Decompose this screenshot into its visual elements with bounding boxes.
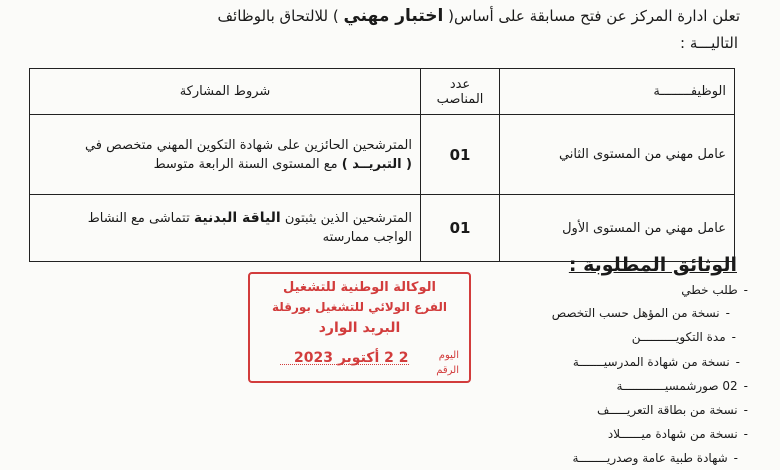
header-job: الوظيفــــــــة — [500, 69, 735, 115]
cell-conditions — [30, 195, 421, 262]
conditions-text-b: تتماشى مع النشاط — [87, 211, 190, 226]
conditions-line-1: المترشحين الحائزين على شهادة التكوين المهني متخصص في — [84, 137, 412, 153]
list-item: -نسخة من شهادة ميــــــلاد — [607, 427, 748, 441]
intro-text-before: تعلن ادارة المركز عن فتح مسابقة على أساس( — [448, 7, 740, 25]
stamp-date: 2 2 أكتوبر 2023 — [294, 350, 409, 366]
conditions-line-1 — [38, 209, 412, 228]
cell-job: عامل مهني من المستوى الأول — [500, 195, 735, 262]
stamp-day-label: اليوم — [438, 350, 459, 361]
conditions-line-2 — [38, 155, 412, 174]
conditions-line-2: الواجب ممارسته — [322, 230, 412, 245]
list-item: -02 صورشمسيــــــــــــة — [616, 379, 748, 393]
header-count: عدد المناصب — [421, 69, 500, 115]
list-item: -نسخة من المؤهل حسب التخصص — [551, 306, 730, 320]
intro-line-2: التاليـــة : — [680, 34, 738, 52]
cell-job: عامل مهني من المستوى الثاني — [500, 115, 735, 195]
doc-text: نسخة من المؤهل حسب التخصص — [551, 306, 720, 320]
jobs-table — [29, 68, 735, 262]
list-item: -شهادة طبية عامة وصدريــــــــة — [572, 451, 738, 465]
doc-text: مدة التكويــــــــــن — [631, 330, 726, 344]
doc-text: نسخة من شهادة المدرسيـــــــة — [572, 355, 730, 369]
list-item: -نسخة من بطاقة التعريـــــف — [597, 403, 748, 417]
table-row — [30, 115, 735, 195]
cell-conditions — [30, 115, 421, 195]
table-row — [30, 195, 735, 262]
intro-text-after: ) للالتحاق بالوظائف — [217, 7, 339, 25]
cell-count: 01 — [421, 195, 500, 262]
intro-paragraph — [20, 0, 740, 32]
doc-text: نسخة من شهادة ميــــــلاد — [607, 427, 738, 441]
documents-title: الوثائق المطلوبة : — [568, 254, 737, 276]
doc-text: 02 صورشمسيــــــــــــة — [616, 379, 738, 393]
conditions-line-2-text: مع المستوى السنة الرابعة متوسط — [153, 156, 338, 172]
cell-count: 01 — [421, 115, 500, 195]
doc-text: شهادة طبية عامة وصدريــــــــة — [572, 451, 728, 465]
stamp-line-3: البريد الوارد — [318, 320, 401, 336]
stamp-line-1: الوكالة الوطنية للتشغيل — [283, 280, 436, 295]
doc-text: طلب خطي — [681, 283, 738, 297]
table-header-row — [30, 69, 735, 115]
header-conditions: شروط المشاركة — [30, 69, 421, 115]
list-item: -نسخة من شهادة المدرسيـــــــة — [572, 355, 740, 369]
stamp-number-label: الرقم — [436, 365, 459, 376]
list-item: -مدة التكويــــــــــن — [631, 330, 736, 344]
stamp-line-2: الفرع الولائي للتشغيل بورقلة — [271, 300, 448, 314]
list-item: -طلب خطي — [681, 283, 748, 297]
conditions-text-a: المترشحين الذين يثبتون — [284, 211, 412, 226]
specialty-highlight: ( التبريــد ) — [341, 156, 412, 172]
doc-text: نسخة من بطاقة التعريـــــف — [597, 403, 738, 417]
intro-highlight: اختبار مهني — [343, 6, 444, 26]
fitness-highlight: الياقة البدنية — [193, 210, 281, 226]
received-mail-stamp — [248, 272, 471, 383]
